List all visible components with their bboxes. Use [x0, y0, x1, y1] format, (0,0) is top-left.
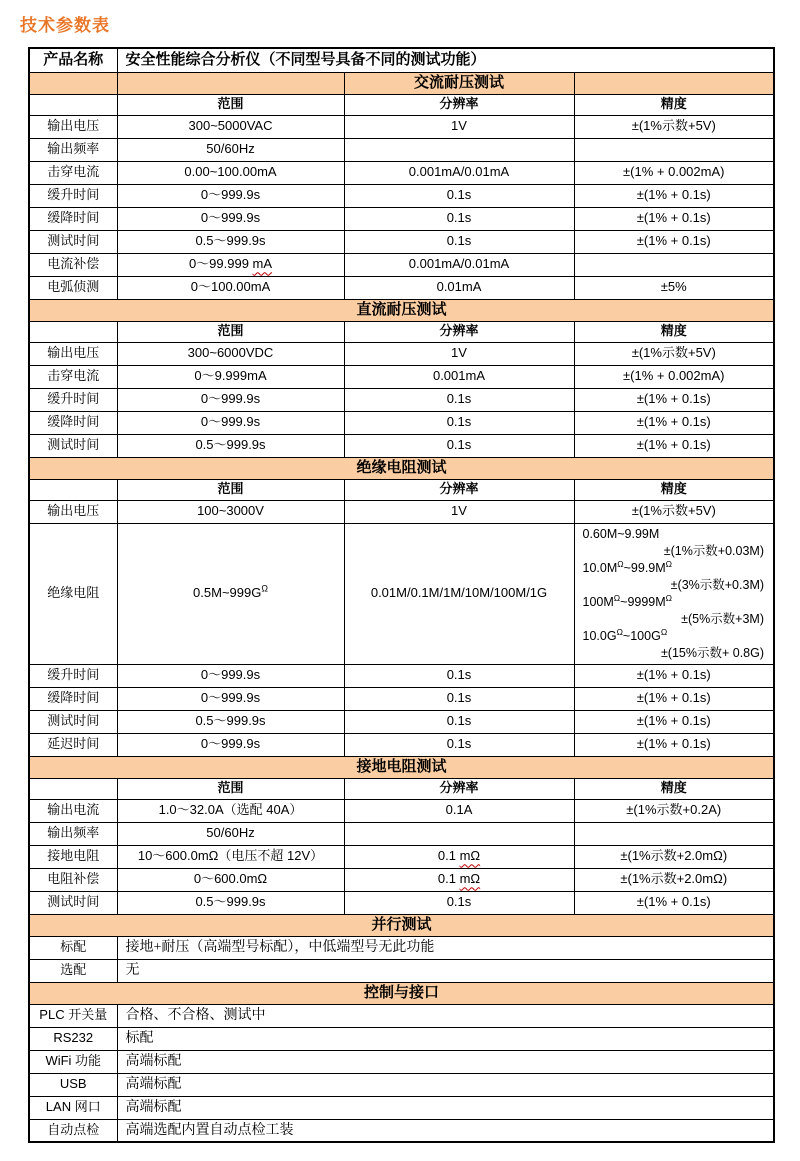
- spellcheck-underline: mA: [252, 256, 273, 272]
- table-row: [29, 868, 774, 891]
- accuracy-line: ±(1%示数+0.03M): [663, 543, 765, 558]
- row-label: 电流补偿: [29, 253, 117, 276]
- column-header: 范围: [117, 94, 344, 115]
- cell-value: 0.5～999.9s: [117, 891, 344, 914]
- spec-table-body: [29, 48, 774, 1142]
- cell-value: 10～600.0mΩ（电压不超 12V）: [117, 845, 344, 868]
- cell-value: ±(1%示数+2.0mΩ): [574, 845, 774, 868]
- column-header-blank: [29, 479, 117, 500]
- cell-value: ±(1% + 0.1s): [574, 664, 774, 687]
- table-row: [29, 457, 774, 479]
- table-row: [29, 664, 774, 687]
- column-header-blank: [29, 321, 117, 342]
- accuracy-line: ±(15%示数+ 0.8G): [660, 645, 765, 660]
- accuracy-line: $10.0M^\Omega\sim 99.9M^\Omega$: [582, 558, 673, 575]
- section-band-cell: [29, 72, 117, 94]
- row-label: 击穿电流: [29, 365, 117, 388]
- cell-value: ±(1% + 0.1s): [574, 388, 774, 411]
- cell-value: ±(1% + 0.1s): [574, 207, 774, 230]
- superscript-omega: Ω: [660, 626, 668, 637]
- section-title: 绝缘电阻测试: [29, 457, 774, 479]
- table-row: [29, 388, 774, 411]
- cell-value: [344, 138, 574, 161]
- section-title: 接地电阻测试: [29, 756, 774, 778]
- table-row: [29, 207, 774, 230]
- cell-value: ±(1%示数+5V): [574, 342, 774, 365]
- cell-value: 高端标配: [117, 1050, 774, 1073]
- cell-value: 0～600.0mΩ: [117, 868, 344, 891]
- table-row: [29, 687, 774, 710]
- section-band-cell: [117, 72, 344, 94]
- row-label: 缓升时间: [29, 664, 117, 687]
- row-label: PLC 开关量: [29, 1004, 117, 1027]
- row-label: 电弧侦测: [29, 276, 117, 299]
- table-row: [29, 184, 774, 207]
- cell-value: [574, 253, 774, 276]
- table-row: [29, 299, 774, 321]
- table-row: [29, 365, 774, 388]
- row-label: 输出频率: [29, 138, 117, 161]
- cell-value: 无: [117, 959, 774, 982]
- section-band-cell: [574, 72, 774, 94]
- cell-value: 0.1s: [344, 434, 574, 457]
- cell-value: ±(1% + 0.1s): [574, 687, 774, 710]
- row-label: WiFi 功能: [29, 1050, 117, 1073]
- cell-value: [574, 138, 774, 161]
- cell-value: ±(1% + 0.1s): [574, 733, 774, 756]
- cell-value: 0～999.9s: [117, 388, 344, 411]
- table-row: [29, 982, 774, 1004]
- row-label: 自动点检: [29, 1119, 117, 1142]
- row-label: RS232: [29, 1027, 117, 1050]
- cell-value: 1V: [344, 342, 574, 365]
- table-row: [29, 479, 774, 500]
- accuracy-line: ±(5%示数+3M): [681, 611, 765, 626]
- row-label: 测试时间: [29, 891, 117, 914]
- table-row: [29, 959, 774, 982]
- cell-value: ±(1% + 0.002mA): [574, 161, 774, 184]
- table-row: [29, 48, 774, 72]
- table-row: [29, 733, 774, 756]
- cell-value: ±(1% + 0.1s): [574, 891, 774, 914]
- row-label: 输出频率: [29, 822, 117, 845]
- cell-value: 0.1s: [344, 733, 574, 756]
- section-title: 控制与接口: [29, 982, 774, 1004]
- table-row: [29, 94, 774, 115]
- table-row: [29, 276, 774, 299]
- cell-value: 0～999.9s: [117, 207, 344, 230]
- table-row: [29, 778, 774, 799]
- table-row: [29, 1119, 774, 1142]
- table-row: [29, 411, 774, 434]
- table-row: [29, 230, 774, 253]
- cell-value: 1V: [344, 115, 574, 138]
- cell-value: 50/60Hz: [117, 138, 344, 161]
- column-header: 范围: [117, 479, 344, 500]
- cell-value: ±(1%示数+0.2A): [574, 799, 774, 822]
- cell-value: 0.1s: [344, 664, 574, 687]
- table-row: [29, 845, 774, 868]
- column-header: 精度: [574, 94, 774, 115]
- cell-value: 0.01M/0.1M/1M/10M/100M/1G: [344, 523, 574, 664]
- accuracy-line: $10.0G^\Omega\sim 100G^\Omega$: [582, 626, 668, 643]
- table-row: [29, 321, 774, 342]
- table-row: [29, 936, 774, 959]
- table-row: [29, 1004, 774, 1027]
- row-label: 输出电压: [29, 115, 117, 138]
- row-label: 选配: [29, 959, 117, 982]
- spellcheck-underline: mΩ: [459, 848, 481, 864]
- cell-value: 0.1s: [344, 411, 574, 434]
- row-label: 绝缘电阻: [29, 523, 117, 664]
- cell-value: ±5%: [574, 276, 774, 299]
- row-label: 缓升时间: [29, 388, 117, 411]
- table-row: [29, 710, 774, 733]
- cell-value: 0～9.999mA: [117, 365, 344, 388]
- cell-value: $0.5M\sim 999G^\Omega$: [117, 523, 344, 664]
- table-row: [29, 434, 774, 457]
- cell-value: 0～999.9s: [117, 733, 344, 756]
- column-header-blank: [29, 778, 117, 799]
- superscript-omega: Ω: [665, 558, 673, 569]
- table-row: [29, 342, 774, 365]
- cell-value: 1.0～32.0A（选配 40A）: [117, 799, 344, 822]
- column-header: 精度: [574, 479, 774, 500]
- superscript-omega: Ω: [613, 592, 621, 603]
- table-row: [29, 253, 774, 276]
- column-header: 分辨率: [344, 321, 574, 342]
- accuracy-multiline-cell: [574, 523, 774, 664]
- table-row: [29, 822, 774, 845]
- cell-value: ±(1% + 0.1s): [574, 434, 774, 457]
- cell-value: 0.00~100.00mA: [117, 161, 344, 184]
- table-row: [29, 115, 774, 138]
- row-label: 缓降时间: [29, 207, 117, 230]
- cell-value: 0.1s: [344, 207, 574, 230]
- superscript-omega: Ω: [616, 626, 623, 637]
- cell-value: ±(1% + 0.1s): [574, 184, 774, 207]
- cell-value: 0～999.9s: [117, 687, 344, 710]
- cell-value: 0.1s: [344, 687, 574, 710]
- row-label: 输出电流: [29, 799, 117, 822]
- cell-value: ±(1% + 0.1s): [574, 411, 774, 434]
- column-header: 分辨率: [344, 479, 574, 500]
- cell-value: 0.1s: [344, 388, 574, 411]
- superscript-omega: Ω: [617, 558, 624, 569]
- cell-value: 0.001mA: [344, 365, 574, 388]
- accuracy-line: ±(3%示数+0.3M): [670, 577, 765, 592]
- section-title: 并行测试: [29, 914, 774, 936]
- cell-value: 50/60Hz: [117, 822, 344, 845]
- table-row: [29, 1050, 774, 1073]
- cell-value: ±(1%示数+2.0mΩ): [574, 868, 774, 891]
- superscript-omega: Ω: [665, 592, 673, 603]
- cell-value: 0.001mA/0.01mA: [344, 161, 574, 184]
- spellcheck-underline: mΩ: [459, 871, 481, 887]
- row-label: 缓降时间: [29, 687, 117, 710]
- accuracy-line: 0.60M~9.99M: [582, 526, 660, 541]
- cell-value: 0～999.9s: [117, 664, 344, 687]
- cell-value: 0～999.9s: [117, 184, 344, 207]
- cell-value: 0.1s: [344, 710, 574, 733]
- table-row: [29, 756, 774, 778]
- cell-value: ±(1% + 0.1s): [574, 230, 774, 253]
- cell-value: 0.5～999.9s: [117, 230, 344, 253]
- page: [0, 11, 800, 1143]
- page-title: 技术参数表: [20, 16, 110, 35]
- section-title: 直流耐压测试: [29, 299, 774, 321]
- cell-value: [344, 822, 574, 845]
- column-header: 范围: [117, 778, 344, 799]
- row-label: USB: [29, 1073, 117, 1096]
- cell-value: 0～999.9s: [117, 411, 344, 434]
- column-header: 分辨率: [344, 94, 574, 115]
- cell-value: 0.1 mΩ: [344, 868, 574, 891]
- superscript-omega: Ω: [261, 584, 268, 595]
- column-header: 精度: [574, 321, 774, 342]
- table-row: [29, 161, 774, 184]
- cell-value: [574, 822, 774, 845]
- row-label: 缓降时间: [29, 411, 117, 434]
- table-row: [29, 1027, 774, 1050]
- cell-value: 0.5～999.9s: [117, 434, 344, 457]
- table-row: [29, 523, 774, 664]
- cell-value: ±(1%示数+5V): [574, 115, 774, 138]
- cell-value: 0.001mA/0.01mA: [344, 253, 574, 276]
- cell-value: 高端选配内置自动点检工装: [117, 1119, 774, 1142]
- section-title: 交流耐压测试: [344, 72, 574, 94]
- row-label: 缓升时间: [29, 184, 117, 207]
- cell-value: ±(1%示数+5V): [574, 500, 774, 523]
- row-label: 电阻补偿: [29, 868, 117, 891]
- cell-value: 合格、不合格、测试中: [117, 1004, 774, 1027]
- row-label: 测试时间: [29, 434, 117, 457]
- table-row: [29, 891, 774, 914]
- table-row: [29, 138, 774, 161]
- cell-value: 接地+耐压（高端型号标配），中低端型号无此功能: [117, 936, 774, 959]
- cell-value: 1V: [344, 500, 574, 523]
- cell-value: 0.1s: [344, 184, 574, 207]
- table-row: [29, 72, 774, 94]
- cell-value: 100~3000V: [117, 500, 344, 523]
- cell-value: 0.01mA: [344, 276, 574, 299]
- row-label: 输出电压: [29, 342, 117, 365]
- cell-value: 0.1A: [344, 799, 574, 822]
- row-label: 测试时间: [29, 230, 117, 253]
- accuracy-line: $100M^\Omega\sim 9999M^\Omega$: [582, 592, 673, 609]
- cell-value: 0.1 mΩ: [344, 845, 574, 868]
- row-label: 输出电压: [29, 500, 117, 523]
- cell-value: 300~5000VAC: [117, 115, 344, 138]
- row-label: 测试时间: [29, 710, 117, 733]
- row-label: 延迟时间: [29, 733, 117, 756]
- cell-value: 0.1s: [344, 891, 574, 914]
- table-row: [29, 914, 774, 936]
- cell-value: 高端标配: [117, 1096, 774, 1119]
- product-name-label: 产品名称: [29, 48, 117, 72]
- cell-value: ±(1% + 0.1s): [574, 710, 774, 733]
- cell-value: 0.1s: [344, 230, 574, 253]
- column-header-blank: [29, 94, 117, 115]
- cell-value: 标配: [117, 1027, 774, 1050]
- row-label: 击穿电流: [29, 161, 117, 184]
- cell-value: ±(1% + 0.002mA): [574, 365, 774, 388]
- cell-value: 0～100.00mA: [117, 276, 344, 299]
- product-name-value: 安全性能综合分析仪（不同型号具备不同的测试功能）: [117, 48, 774, 72]
- cell-value: 0.5～999.9s: [117, 710, 344, 733]
- cell-value: 0～99.999 mA: [117, 253, 344, 276]
- column-header: 分辨率: [344, 778, 574, 799]
- row-label: LAN 网口: [29, 1096, 117, 1119]
- table-row: [29, 1073, 774, 1096]
- cell-value: 高端标配: [117, 1073, 774, 1096]
- row-label: 标配: [29, 936, 117, 959]
- table-row: [29, 799, 774, 822]
- spec-table: [28, 47, 775, 1143]
- column-header: 范围: [117, 321, 344, 342]
- cell-value: 300~6000VDC: [117, 342, 344, 365]
- table-row: [29, 1096, 774, 1119]
- column-header: 精度: [574, 778, 774, 799]
- table-row: [29, 500, 774, 523]
- row-label: 接地电阻: [29, 845, 117, 868]
